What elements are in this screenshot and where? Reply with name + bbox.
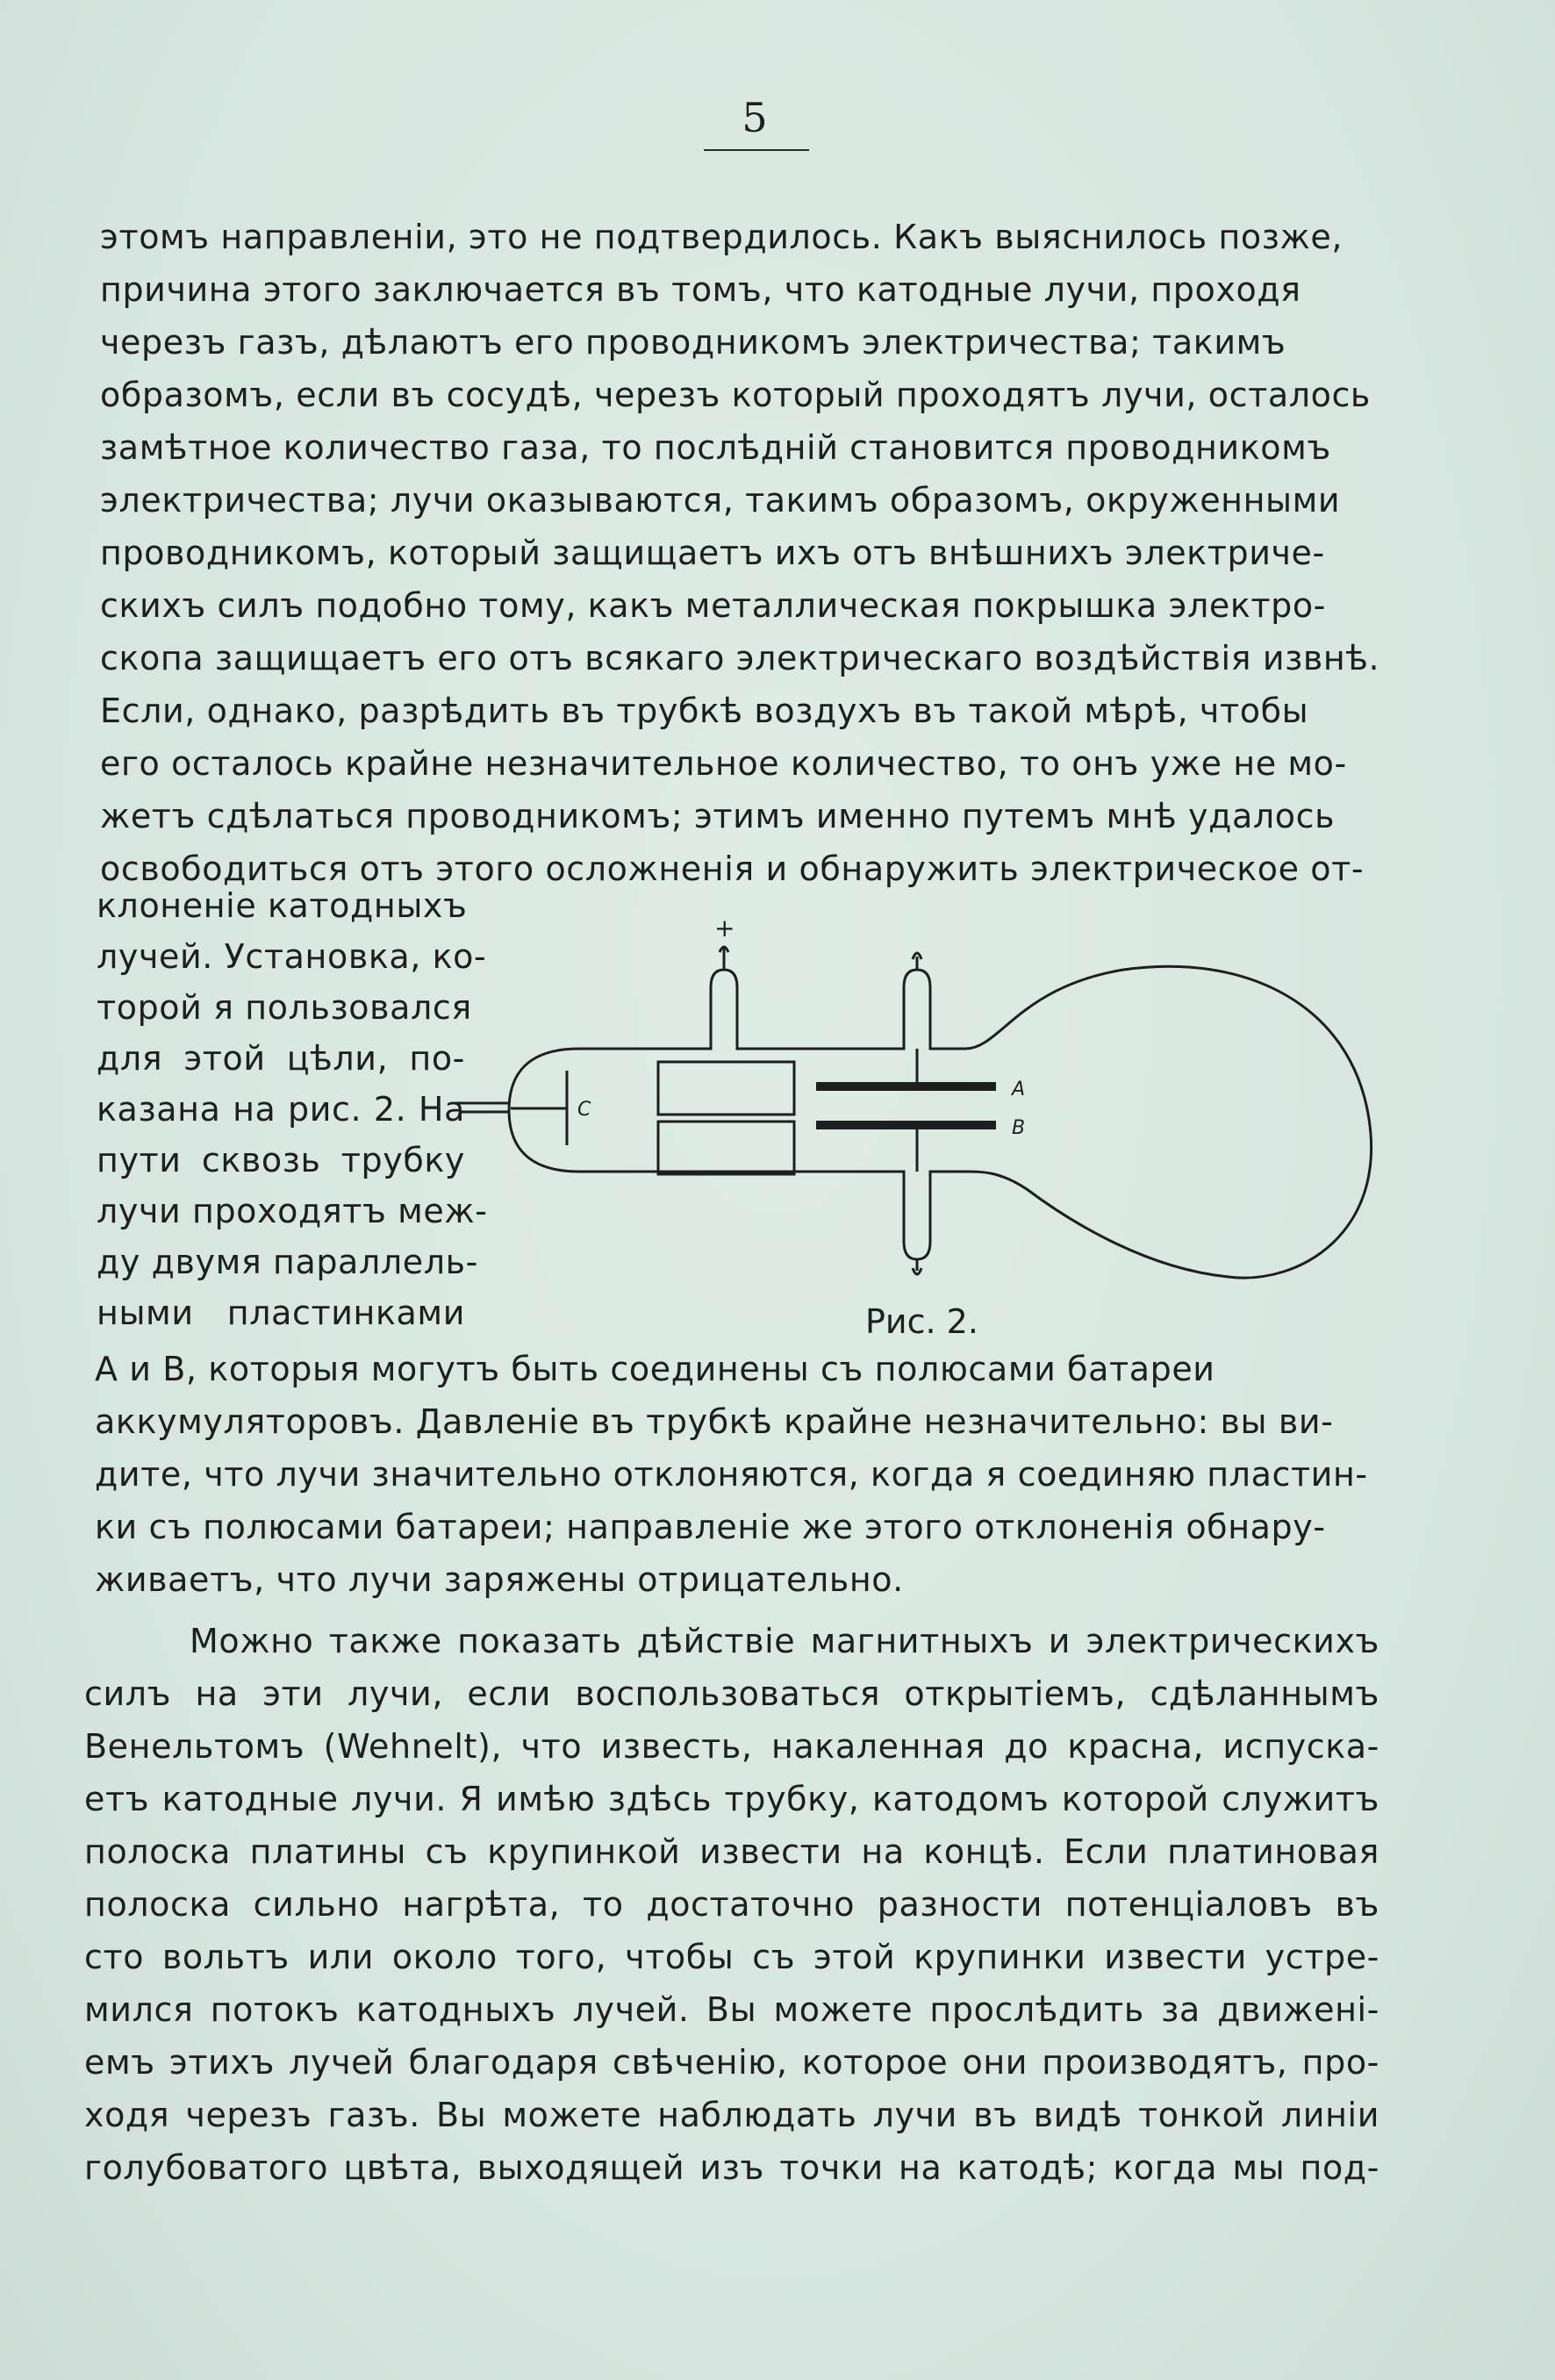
anode-block-bottom [658,1122,794,1174]
label-a: A [1012,1079,1026,1100]
figure-caption: Рис. 2. [865,1302,978,1341]
text-line: замѣтное количество газа, то послѣдній становится проводникомъ [100,428,1331,467]
anode-block-top [658,1062,794,1115]
text-line: сто вольтъ или около того, чтобы съ этой крупинки извести устре- [84,1938,1379,1976]
text-line: лучи проходятъ меж- [97,1192,488,1230]
text-line: освободиться отъ этого осложненія и обнаружить электрическое от- [100,849,1365,888]
text-line: жетъ сдѣлаться проводникомъ; этимъ именно путемъ мнѣ удалось [100,797,1336,835]
label-b: B [1012,1117,1026,1139]
text-line: Можно также показать дѣйствіе магнитныхъ и электрическихъ [190,1622,1379,1660]
text-line: полоска платины съ крупинкой извести на концѣ. Если платиновая [84,1832,1379,1871]
text-line: етъ катодные лучи. Я имѣю здѣсь трубку, катодомъ которой служитъ [84,1780,1379,1818]
text-line: образомъ, если въ сосудѣ, черезъ который проходятъ лучи, осталось [100,376,1371,414]
text-line: дите, что лучи значительно отклоняются, когда я соединяю пластин- [95,1455,1368,1494]
text-line: этомъ направленіи, это не подтвердилось. Какъ выяснилось позже, [100,218,1344,256]
cathode-tube-drawing [456,891,1387,1303]
page-number-rule [704,149,809,151]
text-line: емъ этихъ лучей благодаря свѣченію, которое они производятъ, про- [84,2043,1379,2082]
text-line: Если, однако, разрѣдить въ трубкѣ воздухъ въ такой мѣрѣ, чтобы [100,692,1309,730]
deflection-plate-a [816,1082,996,1091]
text-line: ду двумя параллель- [97,1243,478,1281]
text-line: Венельтомъ (Wehnelt), что известь, накаленная до красна, испуска- [84,1727,1379,1766]
text-line: лучей. Установка, ко- [97,937,487,976]
text-line: мился потокъ катодныхъ лучей. Вы можете прослѣдить за движені- [84,1990,1379,2029]
figure-cathode-tube-diagram [456,891,1387,1303]
text-line: пути сквозь трубку [97,1141,465,1179]
text-line: скихъ силъ подобно тому, какъ металлическая покрышка электро- [100,586,1326,625]
text-line: полоска сильно нагрѣта, то достаточно разности потенціаловъ въ [84,1885,1379,1924]
text-line: проводникомъ, который защищаетъ ихъ отъ внѣшнихъ электриче- [100,534,1325,572]
text-line: голубоватого цвѣта, выходящей изъ точки на катодѣ; когда мы под- [84,2148,1379,2187]
text-line: причина этого заключается въ томъ, что катодные лучи, проходя [100,270,1301,309]
text-line: ными пластинками [97,1294,465,1332]
text-line: клоненіе катодныхъ [97,886,468,925]
text-line: черезъ газъ, дѣлаютъ его проводникомъ электричества; такимъ [100,323,1286,362]
text-line: ходя черезъ газъ. Вы можете наблюдать лучи въ видѣ тонкой линіи [84,2096,1379,2134]
text-line: торой я пользовался [97,988,472,1027]
page-number: 5 [742,94,768,141]
text-line: для этой цѣли, по- [97,1039,465,1078]
text-line: аккумуляторовъ. Давленіе въ трубкѣ крайне незначительно: вы ви- [95,1402,1334,1441]
text-line: скопа защищаетъ его отъ всякаго электрическаго воздѣйствія извнѣ. [100,639,1380,677]
text-line: силъ на эти лучи, если воспользоваться открытіемъ, сдѣланнымъ [84,1674,1379,1713]
text-line: A и B, которыя могутъ быть соединены съ полюсами батареи [95,1350,1215,1388]
text-line: живаетъ, что лучи заряжены отрицательно. [95,1560,904,1599]
deflection-plate-b [816,1121,996,1129]
text-line: электричества; лучи оказываются, такимъ образомъ, окруженными [100,481,1341,520]
text-line: ки съ полюсами батареи; направленіе же этого отклоненія обнару- [95,1508,1326,1546]
text-line: его осталось крайне незначительное количество, то онъ уже не мо- [100,744,1347,783]
text-line: казана на рис. 2. На [97,1090,465,1129]
label-plus: + [714,914,735,943]
label-c: C [577,1099,591,1121]
